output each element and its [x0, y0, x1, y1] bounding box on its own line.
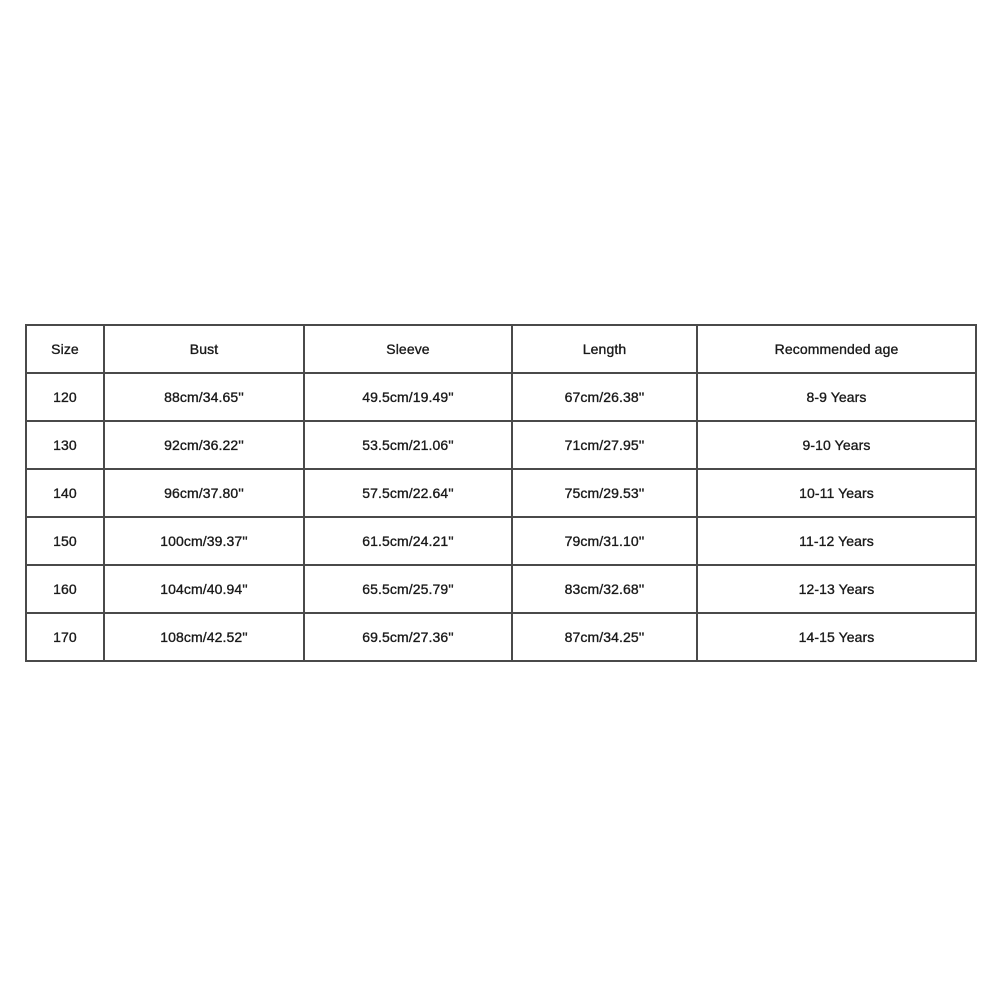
table-header-row [26, 325, 976, 373]
table-row [26, 517, 976, 565]
table-row [26, 421, 976, 469]
cell-sleeve: 69.5cm/27.36'' [304, 613, 512, 661]
cell-length: 67cm/26.38'' [512, 373, 697, 421]
cell-sleeve: 65.5cm/25.79'' [304, 565, 512, 613]
cell-recommended-age: 14-15 Years [697, 613, 976, 661]
cell-size: 170 [26, 613, 104, 661]
cell-sleeve: 57.5cm/22.64'' [304, 469, 512, 517]
cell-size: 150 [26, 517, 104, 565]
cell-bust: 100cm/39.37'' [104, 517, 304, 565]
cell-recommended-age: 11-12 Years [697, 517, 976, 565]
table-row [26, 469, 976, 517]
cell-sleeve: 53.5cm/21.06'' [304, 421, 512, 469]
cell-size: 160 [26, 565, 104, 613]
table-row [26, 613, 976, 661]
header-recommended-age: Recommended age [697, 325, 976, 373]
header-length: Length [512, 325, 697, 373]
cell-size: 130 [26, 421, 104, 469]
cell-sleeve: 61.5cm/24.21'' [304, 517, 512, 565]
cell-recommended-age: 10-11 Years [697, 469, 976, 517]
cell-bust: 88cm/34.65'' [104, 373, 304, 421]
cell-size: 140 [26, 469, 104, 517]
cell-bust: 104cm/40.94'' [104, 565, 304, 613]
table-row [26, 373, 976, 421]
cell-recommended-age: 12-13 Years [697, 565, 976, 613]
cell-length: 75cm/29.53'' [512, 469, 697, 517]
cell-bust: 96cm/37.80'' [104, 469, 304, 517]
header-size: Size [26, 325, 104, 373]
cell-sleeve: 49.5cm/19.49'' [304, 373, 512, 421]
header-sleeve: Sleeve [304, 325, 512, 373]
size-chart [25, 324, 975, 662]
cell-length: 83cm/32.68'' [512, 565, 697, 613]
header-bust: Bust [104, 325, 304, 373]
cell-recommended-age: 8-9 Years [697, 373, 976, 421]
cell-recommended-age: 9-10 Years [697, 421, 976, 469]
cell-size: 120 [26, 373, 104, 421]
cell-bust: 92cm/36.22'' [104, 421, 304, 469]
table-row [26, 565, 976, 613]
cell-length: 87cm/34.25'' [512, 613, 697, 661]
size-chart-table [25, 324, 977, 662]
cell-length: 71cm/27.95'' [512, 421, 697, 469]
cell-bust: 108cm/42.52'' [104, 613, 304, 661]
cell-length: 79cm/31.10'' [512, 517, 697, 565]
